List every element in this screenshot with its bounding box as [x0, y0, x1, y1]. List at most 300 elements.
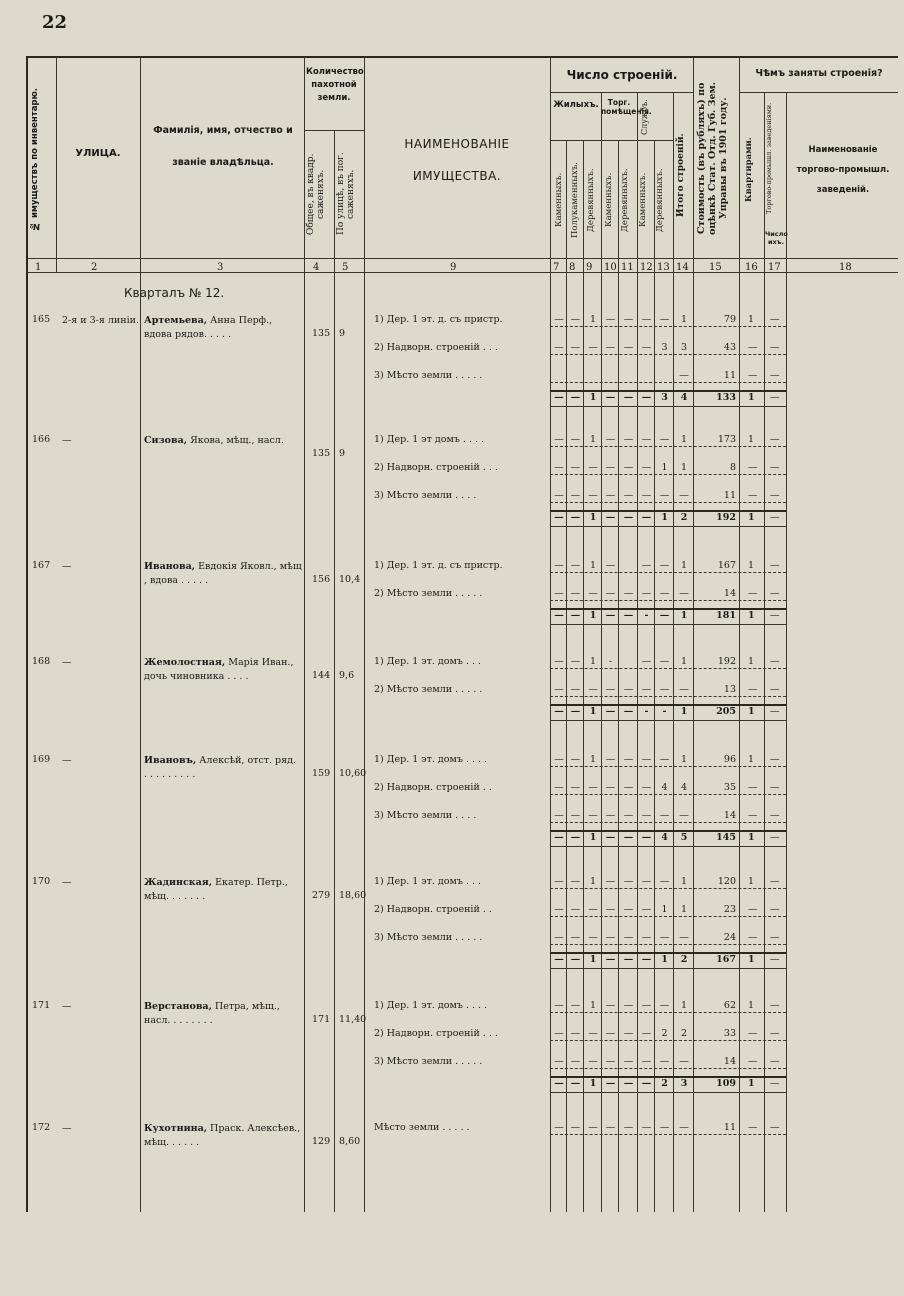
- property-item: 2) Надворн. строеній . . .: [374, 1028, 498, 1039]
- building-count: —: [554, 684, 564, 695]
- building-count: —: [605, 560, 616, 571]
- building-count: —: [605, 876, 616, 887]
- column-number: 5: [342, 262, 349, 273]
- property-value: 79: [723, 314, 736, 325]
- owner-surname: Кухотнина,: [144, 1123, 208, 1134]
- total-value: 109: [716, 1078, 736, 1089]
- owner-surname: Жемолостная,: [144, 657, 226, 668]
- building-count: —: [641, 462, 652, 473]
- building-count: —: [679, 684, 689, 695]
- building-count: —: [570, 490, 581, 501]
- total-value: 133: [716, 392, 736, 403]
- total-building-count: —: [623, 1078, 634, 1089]
- column-number: 10: [604, 262, 617, 273]
- apartments-count: 1: [748, 314, 755, 325]
- establishments-count: —: [770, 314, 780, 325]
- property-item: 3) Мѣсто земли . . . . .: [374, 370, 483, 381]
- total-establishments: —: [770, 1078, 780, 1089]
- header-wooden-service: Деревянныхъ.: [655, 168, 665, 232]
- total-building-count: 2: [680, 512, 688, 523]
- total-establishments: —: [770, 954, 780, 965]
- building-count: —: [588, 684, 598, 695]
- building-count: 1: [680, 754, 688, 765]
- building-count: 3: [680, 342, 688, 353]
- total-building-count: 1: [661, 954, 668, 965]
- inventory-number: 169: [32, 754, 51, 765]
- building-count: —: [659, 314, 670, 325]
- building-count: —: [605, 1000, 616, 1011]
- total-building-count: —: [554, 706, 564, 717]
- total-building-count: 1: [589, 610, 597, 621]
- street-name: —: [62, 877, 72, 888]
- total-building-count: —: [570, 512, 581, 523]
- establishments-count: —: [770, 684, 780, 695]
- total-building-count: —: [623, 610, 634, 621]
- building-count: —: [605, 314, 616, 325]
- property-item: 2) Надворн. строеній . . .: [374, 462, 498, 473]
- total-value: 145: [716, 832, 736, 843]
- building-count: —: [679, 1056, 689, 1067]
- total-building-count: —: [570, 392, 581, 403]
- building-count: —: [588, 1056, 598, 1067]
- building-count: —: [623, 754, 634, 765]
- inventory-number: 166: [32, 434, 51, 445]
- inventory-number: 167: [32, 560, 51, 571]
- header-inventory-number: № имуществъ по инвентарю.: [30, 87, 40, 231]
- building-count: 3: [661, 342, 668, 353]
- building-count: 1: [680, 434, 688, 445]
- page-number: 22: [42, 12, 68, 33]
- apartments-count: —: [748, 1028, 758, 1039]
- owner-name: [144, 876, 302, 904]
- building-count: —: [588, 782, 598, 793]
- building-count: 1: [589, 314, 597, 325]
- building-count: —: [554, 754, 564, 765]
- header-wooden-trade: Деревянныхъ.: [620, 168, 630, 232]
- owner-surname: Артемьева,: [144, 315, 208, 326]
- building-count: —: [641, 1000, 652, 1011]
- total-building-count: —: [623, 706, 634, 717]
- building-count: —: [570, 656, 581, 667]
- total-apartments: 1: [748, 392, 755, 403]
- total-apartments: 1: [748, 706, 755, 717]
- header-stone: Каменныхъ.: [554, 172, 564, 228]
- building-count: —: [588, 810, 598, 821]
- column-number: 9: [586, 262, 593, 273]
- building-count: —: [623, 434, 634, 445]
- header-wooden: Деревянныхъ.: [586, 168, 596, 232]
- total-building-count: —: [605, 832, 616, 843]
- owner-surname: Сизова,: [144, 435, 188, 446]
- building-count: —: [588, 490, 598, 501]
- building-count: —: [570, 588, 581, 599]
- building-count: 4: [661, 782, 668, 793]
- header-establishment-name: Наименованіе торгово-промышл. заведеній.: [796, 145, 890, 195]
- owner-name: [144, 1000, 302, 1028]
- building-count: —: [554, 1056, 564, 1067]
- apartments-count: —: [748, 370, 758, 381]
- total-building-count: -: [644, 610, 649, 621]
- building-count: —: [588, 932, 598, 943]
- inventory-number: 172: [32, 1122, 51, 1133]
- building-count: —: [641, 560, 652, 571]
- property-value: 120: [717, 876, 736, 887]
- header-service: Службъ.: [640, 99, 649, 135]
- building-count: —: [679, 588, 689, 599]
- establishments-count: —: [770, 434, 780, 445]
- apartments-count: —: [748, 932, 758, 943]
- apartments-count: —: [748, 588, 758, 599]
- building-count: —: [623, 342, 634, 353]
- owner-details: Якова, мѣщ., насл.: [187, 435, 284, 446]
- building-count: —: [554, 490, 564, 501]
- establishments-count: —: [770, 754, 780, 765]
- land-total-sq-sazhen: 171: [312, 1014, 331, 1025]
- total-building-count: —: [641, 832, 652, 843]
- building-count: —: [554, 560, 564, 571]
- building-count: —: [570, 754, 581, 765]
- total-building-count: 4: [661, 832, 668, 843]
- building-count: —: [641, 904, 652, 915]
- building-count: —: [623, 588, 634, 599]
- column-number: 1: [35, 262, 42, 273]
- property-value: 14: [723, 588, 736, 599]
- building-count: 1: [589, 876, 597, 887]
- header-property: НАИМЕНОВАНІЕ ИМУЩЕСТВА.: [404, 137, 510, 183]
- building-count: —: [641, 1056, 652, 1067]
- land-street-frontage: 9,6: [339, 670, 355, 681]
- establishments-count: —: [770, 560, 780, 571]
- building-count: 2: [680, 1028, 688, 1039]
- total-apartments: 1: [748, 954, 755, 965]
- establishments-count: —: [770, 656, 780, 667]
- total-building-count: 5: [680, 832, 688, 843]
- building-count: —: [588, 904, 598, 915]
- building-count: —: [570, 314, 581, 325]
- building-count: —: [659, 1122, 670, 1133]
- building-count: —: [623, 1028, 634, 1039]
- header-bottom-border: [26, 258, 898, 259]
- total-building-count: —: [623, 832, 634, 843]
- building-count: —: [605, 904, 616, 915]
- owner-surname: Жадинская,: [144, 877, 213, 888]
- owner-name: [144, 754, 302, 782]
- establishments-count: —: [770, 876, 780, 887]
- column-number: 14: [676, 262, 689, 273]
- property-value: 14: [723, 810, 736, 821]
- building-count: —: [570, 684, 581, 695]
- building-count: —: [554, 314, 564, 325]
- building-count: —: [641, 876, 652, 887]
- establishments-count: —: [770, 1056, 780, 1067]
- land-street-frontage: 10,4: [339, 574, 361, 585]
- building-count: —: [679, 932, 689, 943]
- total-building-count: —: [554, 832, 564, 843]
- header-apartments: Квартирами.: [744, 137, 754, 203]
- building-count: —: [623, 904, 634, 915]
- establishments-count: —: [770, 462, 780, 473]
- property-item: 1) Дер. 1 эт. д. съ пристр.: [374, 314, 503, 325]
- building-count: —: [679, 810, 689, 821]
- building-count: —: [570, 342, 581, 353]
- building-count: —: [570, 434, 581, 445]
- building-count: —: [623, 876, 634, 887]
- total-building-count: 2: [661, 1078, 668, 1089]
- owner-surname: Иванова,: [144, 561, 196, 572]
- building-count: —: [659, 810, 670, 821]
- establishments-count: —: [770, 1028, 780, 1039]
- owner-details: Алексѣй, отст. ряд. . . . . . . . . .: [144, 755, 296, 780]
- header-halfstone: Полукаменныхъ.: [570, 162, 580, 238]
- property-item: 1) Дер. 1 эт домъ . . . .: [374, 434, 485, 445]
- building-count: —: [641, 434, 652, 445]
- building-count: —: [679, 490, 689, 501]
- establishments-count: —: [770, 588, 780, 599]
- total-building-count: 1: [680, 706, 688, 717]
- building-count: —: [659, 490, 670, 501]
- street-name: —: [62, 435, 72, 446]
- building-count: —: [641, 782, 652, 793]
- property-item: 3) Мѣсто земли . . . . .: [374, 932, 483, 943]
- owner-name: [144, 656, 302, 684]
- column-number: 7: [553, 262, 560, 273]
- property-item: 3) Мѣсто земли . . . .: [374, 810, 477, 821]
- total-building-count: -: [644, 706, 649, 717]
- inventory-number: 168: [32, 656, 51, 667]
- building-count: —: [570, 1000, 581, 1011]
- building-count: —: [554, 1000, 564, 1011]
- building-count: —: [623, 1122, 634, 1133]
- building-count: —: [570, 810, 581, 821]
- building-count: —: [605, 810, 616, 821]
- property-item: 1) Дер. 1 эт. домъ . . .: [374, 876, 482, 887]
- building-count: —: [623, 1056, 634, 1067]
- column-number: 16: [745, 262, 758, 273]
- building-count: 1: [589, 434, 597, 445]
- building-count: —: [659, 588, 670, 599]
- building-count: —: [659, 1000, 670, 1011]
- total-value: 205: [716, 706, 736, 717]
- total-apartments: 1: [748, 512, 755, 523]
- property-value: 33: [723, 1028, 736, 1039]
- building-count: —: [659, 754, 670, 765]
- header-total-buildings: Итого строеній.: [676, 133, 686, 217]
- total-building-count: —: [554, 610, 564, 621]
- building-count: —: [623, 684, 634, 695]
- land-total-sq-sazhen: 129: [312, 1136, 331, 1147]
- property-value: 173: [717, 434, 736, 445]
- building-count: —: [659, 684, 670, 695]
- header-trade: Торг. помѣщенія.: [601, 98, 652, 116]
- quarter-heading: Кварталъ № 12.: [124, 286, 225, 300]
- apartments-count: 1: [748, 876, 755, 887]
- total-building-count: —: [605, 610, 616, 621]
- building-count: —: [570, 1122, 581, 1133]
- total-building-count: —: [570, 610, 581, 621]
- total-building-count: -: [662, 706, 667, 717]
- total-building-count: —: [570, 954, 581, 965]
- header-street: УЛИЦА.: [75, 148, 121, 159]
- column-number: 12: [640, 262, 653, 273]
- property-item: 1) Дер. 1 эт. д. съ пристр.: [374, 560, 503, 571]
- building-count: —: [605, 462, 616, 473]
- header-occupied: Чѣмъ заняты строенія?: [755, 68, 883, 79]
- building-count: —: [605, 782, 616, 793]
- total-establishments: —: [770, 512, 780, 523]
- building-count: —: [605, 434, 616, 445]
- building-count: —: [588, 1122, 598, 1133]
- apartments-count: 1: [748, 754, 755, 765]
- owner-name: [144, 314, 302, 342]
- column-number: 2: [91, 262, 98, 273]
- property-value: 14: [723, 1056, 736, 1067]
- street-name: —: [62, 1123, 72, 1134]
- building-count: —: [605, 754, 616, 765]
- building-count: —: [570, 904, 581, 915]
- total-building-count: 1: [589, 706, 597, 717]
- apartments-count: 1: [748, 560, 755, 571]
- inventory-number: 165: [32, 314, 51, 325]
- total-apartments: 1: [748, 1078, 755, 1089]
- street-name: —: [62, 755, 72, 766]
- total-value: 167: [716, 954, 736, 965]
- street-name: 2-я и 3-я линіи.: [62, 315, 139, 326]
- building-count: —: [554, 932, 564, 943]
- property-value: 62: [723, 1000, 736, 1011]
- header-value: Стоимость (въ рубляхъ) по оцѣнкѣ Стат. Отд. Губ. Зем. Управы въ 1901 году.: [696, 81, 729, 235]
- building-count: 1: [589, 1000, 597, 1011]
- building-count: —: [623, 810, 634, 821]
- building-count: —: [554, 1028, 564, 1039]
- total-building-count: —: [554, 1078, 564, 1089]
- total-establishments: —: [770, 832, 780, 843]
- establishments-count: —: [770, 490, 780, 501]
- building-count: 1: [589, 560, 597, 571]
- building-count: —: [554, 1122, 564, 1133]
- building-count: 1: [680, 1000, 688, 1011]
- total-building-count: 2: [680, 954, 688, 965]
- land-total-sq-sazhen: 135: [312, 448, 331, 459]
- building-count: 2: [661, 1028, 668, 1039]
- header-land-total: Общее, въ квадр. саженяхъ.: [306, 153, 326, 235]
- building-count: —: [623, 462, 634, 473]
- owner-surname: Верстанова,: [144, 1001, 212, 1012]
- building-count: —: [623, 782, 634, 793]
- property-item: 2) Надворн. строеній . .: [374, 904, 492, 915]
- building-count: 1: [680, 314, 688, 325]
- land-total-sq-sazhen: 135: [312, 328, 331, 339]
- header-owner: Фамилія, имя, отчество и званіе владѣльца.: [153, 125, 293, 168]
- total-building-count: —: [605, 706, 616, 717]
- establishments-count: —: [770, 342, 780, 353]
- property-item: 1) Дер. 1 эт. домъ . . . .: [374, 754, 488, 765]
- apartments-count: —: [748, 1056, 758, 1067]
- building-count: —: [623, 1000, 634, 1011]
- establishments-count: —: [770, 1000, 780, 1011]
- building-count: —: [659, 434, 670, 445]
- owner-details: Петра, мѣщ., насл. . . . . . . .: [144, 1001, 280, 1026]
- building-count: —: [641, 490, 652, 501]
- header-living: Жилыхъ.: [553, 100, 599, 110]
- building-count: —: [641, 656, 652, 667]
- building-count: —: [641, 810, 652, 821]
- street-name: —: [62, 1001, 72, 1012]
- building-count: —: [605, 490, 616, 501]
- property-value: 13: [723, 684, 736, 695]
- building-count: —: [659, 560, 670, 571]
- building-count: —: [588, 1028, 598, 1039]
- total-building-count: 3: [661, 392, 668, 403]
- building-count: —: [570, 876, 581, 887]
- building-count: —: [605, 1056, 616, 1067]
- building-count: —: [570, 560, 581, 571]
- table-top-border: [26, 56, 898, 58]
- land-street-frontage: 18,60: [339, 890, 367, 901]
- building-count: —: [605, 1122, 616, 1133]
- total-building-count: 1: [680, 610, 688, 621]
- building-count: 1: [661, 462, 668, 473]
- apartments-count: —: [748, 782, 758, 793]
- property-value: 24: [723, 932, 736, 943]
- property-item: 2) Надворн. строеній . .: [374, 782, 492, 793]
- establishments-count: —: [770, 810, 780, 821]
- total-value: 192: [716, 512, 736, 523]
- header-land: Количество пахотной земли.: [306, 67, 364, 103]
- building-count: —: [641, 1122, 652, 1133]
- establishments-count: —: [770, 782, 780, 793]
- land-street-frontage: 9: [339, 328, 346, 339]
- building-count: —: [554, 904, 564, 915]
- property-value: 11: [723, 1122, 736, 1133]
- apartments-count: —: [748, 1122, 758, 1133]
- building-count: 1: [589, 656, 597, 667]
- column-number: 4: [313, 262, 320, 273]
- total-building-count: —: [605, 512, 616, 523]
- total-building-count: —: [623, 392, 634, 403]
- apartments-count: 1: [748, 656, 755, 667]
- building-count: —: [570, 1056, 581, 1067]
- total-building-count: —: [554, 954, 564, 965]
- property-value: 43: [723, 342, 736, 353]
- total-building-count: —: [659, 610, 670, 621]
- property-item: 2) Мѣсто земли . . . . .: [374, 684, 483, 695]
- header-buildings: Число строеній.: [566, 68, 678, 82]
- total-building-count: —: [623, 954, 634, 965]
- building-count: 1: [680, 656, 688, 667]
- total-building-count: —: [641, 392, 652, 403]
- owner-details: Анна Перф., вдова рядов. . . . .: [144, 315, 273, 340]
- total-building-count: 4: [680, 392, 688, 403]
- total-establishments: —: [770, 610, 780, 621]
- total-establishments: —: [770, 706, 780, 717]
- building-count: —: [641, 342, 652, 353]
- building-count: —: [605, 342, 616, 353]
- total-apartments: 1: [748, 832, 755, 843]
- building-count: —: [570, 1028, 581, 1039]
- total-building-count: —: [570, 1078, 581, 1089]
- building-count: 1: [680, 876, 688, 887]
- property-item: Мѣсто земли . . . . .: [374, 1122, 470, 1133]
- building-count: —: [588, 588, 598, 599]
- property-value: 8: [729, 462, 736, 473]
- property-value: 35: [723, 782, 736, 793]
- property-value: 96: [723, 754, 736, 765]
- total-building-count: —: [641, 954, 652, 965]
- total-building-count: —: [570, 706, 581, 717]
- table-left-border: [26, 56, 28, 1212]
- owner-details: Праск. Алексѣев., мѣщ. . . . . .: [144, 1123, 301, 1148]
- total-establishments: —: [770, 392, 780, 403]
